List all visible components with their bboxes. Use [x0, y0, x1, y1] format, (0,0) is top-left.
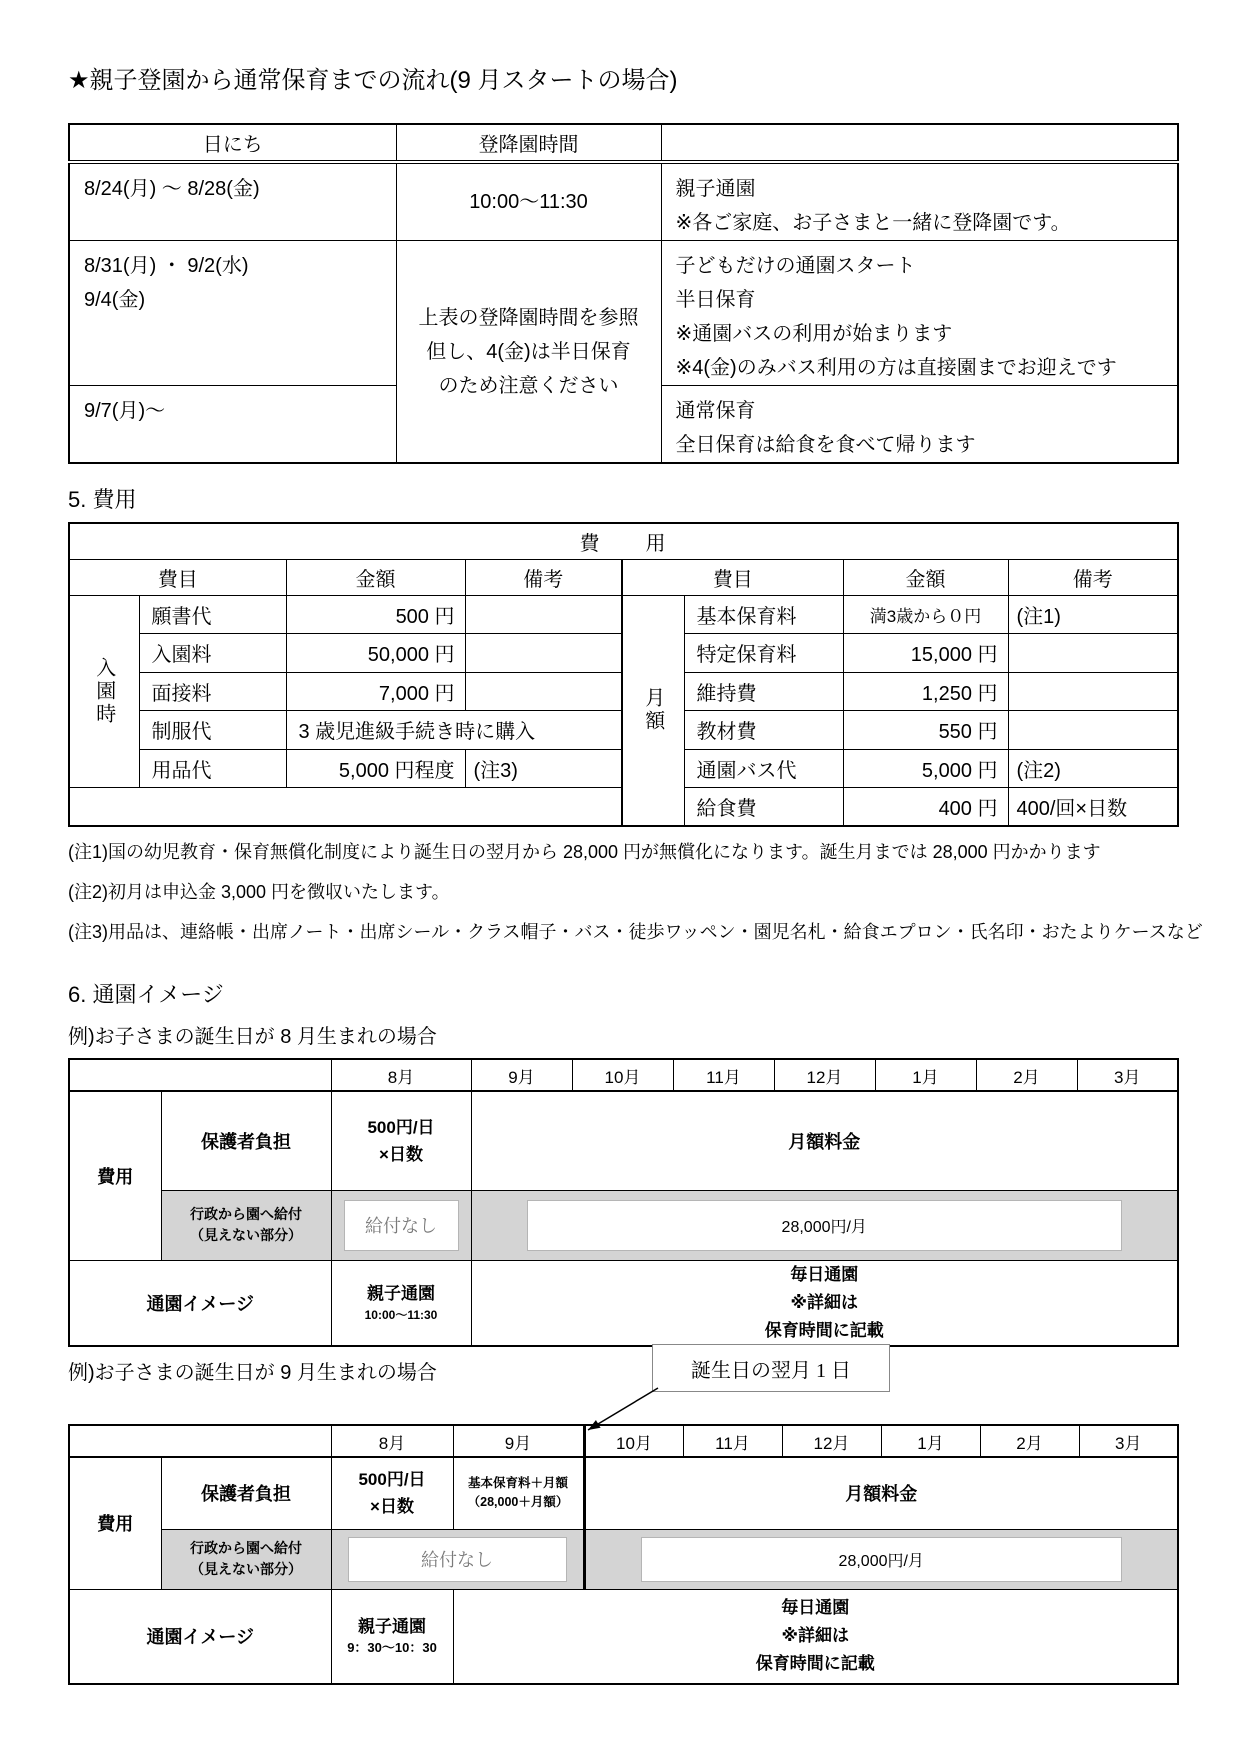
- flow-table: [68, 123, 1179, 464]
- flow-row2-date-line: 9/4(金): [84, 289, 146, 311]
- fee-amount: 550 円: [843, 711, 1008, 750]
- fee-item: 面接料: [139, 672, 286, 711]
- per-day-line: 500円/日: [367, 1117, 435, 1137]
- flow-row3-desc: [661, 386, 1178, 464]
- daily-commute-cell: [471, 1260, 1178, 1346]
- fee-empty-cell: [69, 788, 622, 827]
- month-header: 9月: [471, 1059, 572, 1091]
- daily-line: 保育時間に記載: [755, 1654, 875, 1674]
- fee-table-title: 費 用: [69, 523, 1178, 559]
- flow-row2-desc: [661, 241, 1178, 386]
- month-header: 1月: [875, 1059, 976, 1091]
- flow-header-date: 日にち: [69, 124, 396, 162]
- no-subsidy-cell: [331, 1190, 471, 1260]
- flow-row2-date-line: 8/31(月) ・ 9/2(水): [84, 255, 249, 277]
- fee-col-item: 費目: [69, 559, 286, 595]
- month-header: 2月: [980, 1425, 1079, 1457]
- fee-item: 入園料: [139, 634, 286, 673]
- example2-caption: 例)お子さまの誕生日が 9 月生まれの場合: [68, 1362, 437, 1384]
- month-header-blank: [69, 1059, 331, 1091]
- fee-item: 特定保育料: [684, 634, 843, 673]
- fee-note: [1008, 672, 1178, 711]
- daily-line: 保育時間に記載: [764, 1320, 884, 1340]
- subsidy-amount-text: 28,000円/月: [781, 1218, 867, 1236]
- flow-row1-date: 8/24(月) ～ 8/28(金): [69, 162, 396, 241]
- per-day-cell: [331, 1091, 471, 1190]
- subsidy-amount-cell: [471, 1190, 1178, 1260]
- section6-heading: 6. 通園イメージ: [68, 982, 224, 1007]
- month-header: 12月: [782, 1425, 881, 1457]
- fee-note: [465, 595, 622, 634]
- flow-row2-time-line: 但し、4(金)は半日保育: [426, 340, 631, 363]
- callout-box: [652, 1344, 890, 1392]
- monthly-fee-cell: 月額料金: [584, 1457, 1178, 1529]
- fee-amount: 1,250 円: [843, 672, 1008, 711]
- fee-note: 400/回×日数: [1008, 788, 1178, 827]
- fee-amount: 3 歳児進級手続き時に購入: [286, 711, 622, 750]
- month-header: 3月: [1079, 1425, 1178, 1457]
- month-header: 2月: [976, 1059, 1077, 1091]
- flow-row3-desc-line: 通常保育: [675, 400, 756, 422]
- flow-row2-desc-line: 半日保育: [675, 289, 756, 311]
- month-header: 10月: [584, 1425, 683, 1457]
- subsidy-label-line: 行政から園へ給付: [190, 1206, 302, 1222]
- subsidy-label-line: （見えない部分）: [190, 1227, 302, 1243]
- flow-row2-date: [69, 241, 396, 386]
- fee-note: [465, 634, 622, 673]
- cost-label: 費用: [69, 1457, 161, 1589]
- per-day-cell: [331, 1457, 453, 1529]
- subsidy-amount-box: [641, 1537, 1123, 1582]
- flow-row1-desc: [661, 162, 1178, 241]
- style-name: 親子通園: [358, 1617, 426, 1637]
- fee-col-amount: 金額: [286, 559, 465, 595]
- style-name: 親子通園: [367, 1283, 435, 1303]
- daily-line: 毎日通園: [790, 1264, 859, 1284]
- fee-col-note: 備考: [1008, 559, 1178, 595]
- flow-row2-desc-line: ※4(金)のみバス利用の方は直接園までお迎えです: [675, 357, 1117, 379]
- per-day-line: ×日数: [379, 1144, 423, 1164]
- fee-note: [465, 672, 622, 711]
- flow-row2-time-line: のため注意ください: [438, 374, 619, 397]
- subsidy-amount-box: [527, 1200, 1123, 1251]
- daily-line: ※詳細は: [790, 1292, 859, 1312]
- fee-amount: 7,000 円: [286, 672, 465, 711]
- flow-row1-time: 10:00～11:30: [396, 162, 661, 241]
- no-subsidy-box: [348, 1537, 567, 1582]
- flow-row1-desc-line: 親子通園: [675, 178, 756, 200]
- subsidy-label: [161, 1190, 331, 1260]
- month-header-blank: [69, 1425, 331, 1457]
- fee-item: 教材費: [684, 711, 843, 750]
- september-fee-line: 基本保育料＋月額: [467, 1476, 568, 1491]
- subsidy-amount-text: 28,000円/月: [838, 1552, 924, 1570]
- fee-item: 用品代: [139, 749, 286, 788]
- flow-row2-desc-line: ※通園バスの利用が始まります: [675, 323, 953, 345]
- flow-header-time: 登降園時間: [396, 124, 661, 162]
- subsidy-label-line: 行政から園へ給付: [190, 1540, 302, 1556]
- month-header: 11月: [673, 1059, 774, 1091]
- fee-col-amount: 金額: [843, 559, 1008, 595]
- fee-amount: 500 円: [286, 595, 465, 634]
- fee-amount: 満3歳から０円: [843, 595, 1008, 634]
- commute-table-august: [68, 1058, 1179, 1347]
- fee-amount: 5,000 円程度: [286, 749, 465, 788]
- daily-line: ※詳細は: [781, 1626, 850, 1646]
- parent-burden-label: 保護者負担: [161, 1091, 331, 1190]
- flow-row2-time-line: 上表の登降園時間を参照: [418, 306, 639, 329]
- page-title: ★親子登園から通常保育までの流れ(9 月スタートの場合): [68, 67, 678, 94]
- subsidy-label-line: （見えない部分）: [190, 1561, 302, 1577]
- fee-amount: 5,000 円: [843, 749, 1008, 788]
- fee-note: (注1): [1008, 595, 1178, 634]
- fee-item: 制服代: [139, 711, 286, 750]
- flow-row2-desc-line: 子どもだけの通園スタート: [675, 255, 916, 277]
- fee-group-monthly: 月額: [622, 595, 684, 826]
- fee-item: 基本保育料: [684, 595, 843, 634]
- fee-group-entry: 入園時: [69, 595, 139, 788]
- commute-table-september: [68, 1424, 1179, 1685]
- fee-item: 通園バス代: [684, 749, 843, 788]
- no-subsidy-box: [344, 1200, 459, 1251]
- daily-line: 毎日通園: [781, 1598, 850, 1618]
- fee-amount: 50,000 円: [286, 634, 465, 673]
- fee-note-1: (注1)国の幼児教育・保育無償化制度により誕生日の翌月から 28,000 円が無償化になります。誕生月までは 28,000 円かかります: [68, 842, 1101, 862]
- fee-note: [1008, 634, 1178, 673]
- month-header: 8月: [331, 1059, 471, 1091]
- fee-amount: 15,000 円: [843, 634, 1008, 673]
- per-day-line: 500円/日: [358, 1470, 426, 1490]
- commute-image-label: 通園イメージ: [69, 1589, 331, 1684]
- fee-note-3: (注3)用品は、連絡帳・出席ノート・出席シール・クラス帽子・バス・徒歩ワッペン・園児名札・給食エプロン・氏名印・おたよりケースなど: [68, 922, 1203, 942]
- fee-item: 維持費: [684, 672, 843, 711]
- monthly-fee-cell: 月額料金: [471, 1091, 1178, 1190]
- flow-row1-desc-line: ※各ご家庭、お子さまと一緒に登降園です。: [675, 212, 1071, 234]
- fee-note-2: (注2)初月は申込金 3,000 円を徴収いたします。: [68, 882, 450, 902]
- fee-note: (注3): [465, 749, 622, 788]
- flow-row3-date: 9/7(月)～: [69, 386, 396, 464]
- parent-child-commute-cell: [331, 1260, 471, 1346]
- style-time: 9：30～10：30: [347, 1640, 437, 1656]
- flow-header-blank: [661, 124, 1178, 162]
- parent-burden-label: 保護者負担: [161, 1457, 331, 1529]
- no-subsidy-cell: [331, 1529, 584, 1589]
- fee-col-note: 備考: [465, 559, 622, 595]
- no-subsidy-text: 給付なし: [365, 1216, 437, 1236]
- per-day-line: ×日数: [370, 1497, 414, 1517]
- fee-note: [1008, 711, 1178, 750]
- september-fee-line: （28,000＋月額）: [467, 1495, 569, 1510]
- fee-item: 給食費: [684, 788, 843, 827]
- fee-note: (注2): [1008, 749, 1178, 788]
- example1-caption: 例)お子さまの誕生日が 8 月生まれの場合: [68, 1026, 437, 1048]
- month-header: 12月: [774, 1059, 875, 1091]
- subsidy-label: [161, 1529, 331, 1589]
- month-header: 8月: [331, 1425, 453, 1457]
- commute-image-label: 通園イメージ: [69, 1260, 331, 1346]
- month-header: 1月: [881, 1425, 980, 1457]
- month-header: 9月: [453, 1425, 584, 1457]
- month-header: 3月: [1077, 1059, 1178, 1091]
- parent-child-commute-cell: [331, 1589, 453, 1684]
- callout-text: 誕生日の翌月 1 日: [691, 1359, 851, 1382]
- flow-row3-desc-line: 全日保育は給食を食べて帰ります: [675, 434, 976, 456]
- month-header: 11月: [683, 1425, 782, 1457]
- no-subsidy-text: 給付なし: [421, 1550, 493, 1570]
- style-time: 10:00～11:30: [364, 1307, 438, 1322]
- month-header: 10月: [572, 1059, 673, 1091]
- daily-commute-cell: [453, 1589, 1178, 1684]
- fee-col-item: 費目: [622, 559, 843, 595]
- fee-table: [68, 522, 1179, 827]
- subsidy-amount-cell: [584, 1529, 1178, 1589]
- september-fee-cell: [453, 1457, 584, 1529]
- section5-heading: 5. 費用: [68, 487, 137, 512]
- fee-item: 願書代: [139, 595, 286, 634]
- cost-label: 費用: [69, 1091, 161, 1260]
- fee-amount: 400 円: [843, 788, 1008, 827]
- flow-row2-time: [396, 241, 661, 464]
